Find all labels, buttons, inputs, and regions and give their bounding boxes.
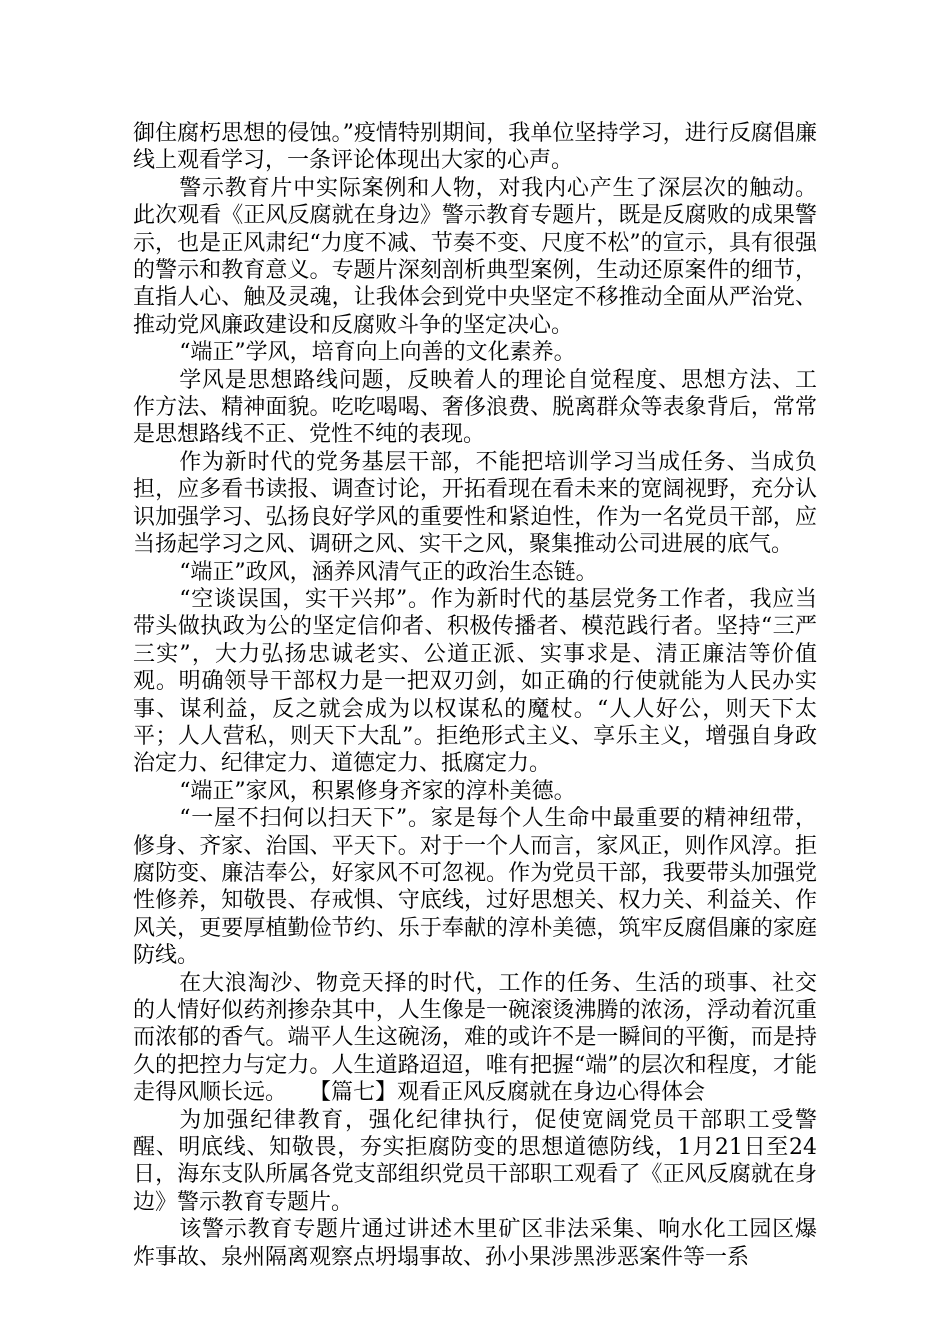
paragraph-11: 为加强纪律教育，强化纪律执行，促使宽阔党员干部职工受警醒、明底线、知敬畏，夯实拒腐防变的思想道德防线，1月21日至24日，海东支队所属各党支部组织党员干部职工观看了《正风反腐就在身边》警示教育专题片。: [133, 1107, 817, 1215]
paragraph-4: 学风是思想路线问题，反映着人的理论自觉程度、思想方法、工作方法、精神面貌。吃吃喝喝、奢侈浪费、脱离群众等表象背后，常常是思想路线不正、党性不纯的表现。: [133, 367, 817, 448]
paragraph-9: “一屋不扫何以扫天下”。家是每个人生命中最重要的精神纽带，修身、齐家、治国、平天下。对于一个人而言，家风正，则作风淳。拒腐防变、廉洁奉公，好家风不可忽视。作为党员干部，我要带头加强党性修养，知敬畏、存戒惧、守底线，过好思想关、权力关、利益关、作风关，更要厚植勤俭节约、乐于奉献的淳朴美德，筑牢反腐倡廉的家庭防线。: [133, 806, 817, 969]
paragraph-5: 作为新时代的党务基层干部，不能把培训学习当成任务、当成负担，应多看书读报、调查讨论，开拓看现在看未来的宽阔视野，充分认识加强学习、弘扬良好学风的重要性和紧迫性，作为一名党员干部，应当扬起学习之风、调研之风、实干之风，聚集推动公司进展的底气。: [133, 449, 817, 558]
paragraph-12: 该警示教育专题片通过讲述木里矿区非法采集、响水化工园区爆炸事故、泉州隔离观察点坍塌事故、孙小果涉黑涉恶案件等一系: [133, 1217, 817, 1270]
paragraph-2: 警示教育片中实际案例和人物，对我内心产生了深层次的触动。此次观看《正风反腐就在身边》警示教育专题片，既是反腐败的成果警示，也是正风肃纪“力度不减、节奏不变、尺度不松”的宣示，具有很强的警示和教育意义。专题片深刻剖析典型案例，生动还原案件的细节，直指人心、触及灵魂，让我体会到党中央坚定不移推动全面从严治党、推动党风廉政建设和反腐败斗争的坚定决心。: [133, 175, 817, 338]
document-page: [133, 120, 817, 1271]
paragraph-1: 御住腐朽思想的侵蚀。”疫情特别期间，我单位坚持学习，进行反腐倡廉线上观看学习，一条评论体现出大家的心声。: [133, 121, 817, 174]
section-heading-study-style: “端正”学风，培育向上向善的文化素养。: [179, 340, 576, 366]
section-heading-political-style: “端正”政风，涵养风清气正的政治生态链。: [179, 559, 598, 585]
paragraph-10: 在大浪淘沙、物竞天择的时代，工作的任务、生活的琐事、社交的人情好似药剂掺杂其中，人生像是一碗滚烫沸腾的浓汤，浮动着沉重而浓郁的香气。端平人生这碗汤，难的或许不是一瞬间的平衡，而是持久的把控力与定力。人生道路迢迢，唯有把握“端”的层次和程度，才能走得风顺长远。 【篇七】观看正风反腐就在身边心得体会: [133, 970, 817, 1106]
section-heading-family-style: “端正”家风，积累修身齐家的淳朴美德。: [179, 778, 576, 804]
paragraph-7: “空谈误国，实干兴邦”。作为新时代的基层党务工作者，我应当带头做执政为公的坚定信仰者、积极传播者、模范践行者。坚持“三严三实”，大力弘扬忠诚老实、公道正派、实事求是、清正廉洁等价值观。明确领导干部权力是一把双刃剑，如正确的行使就能为人民办实事、谋利益，反之就会成为以权谋私的魔杖。“人人好公，则天下太平；人人营私，则天下大乱”。拒绝形式主义、享乐主义，增强自身政治定力、纪律定力、道德定力、抵腐定力。: [133, 586, 817, 777]
